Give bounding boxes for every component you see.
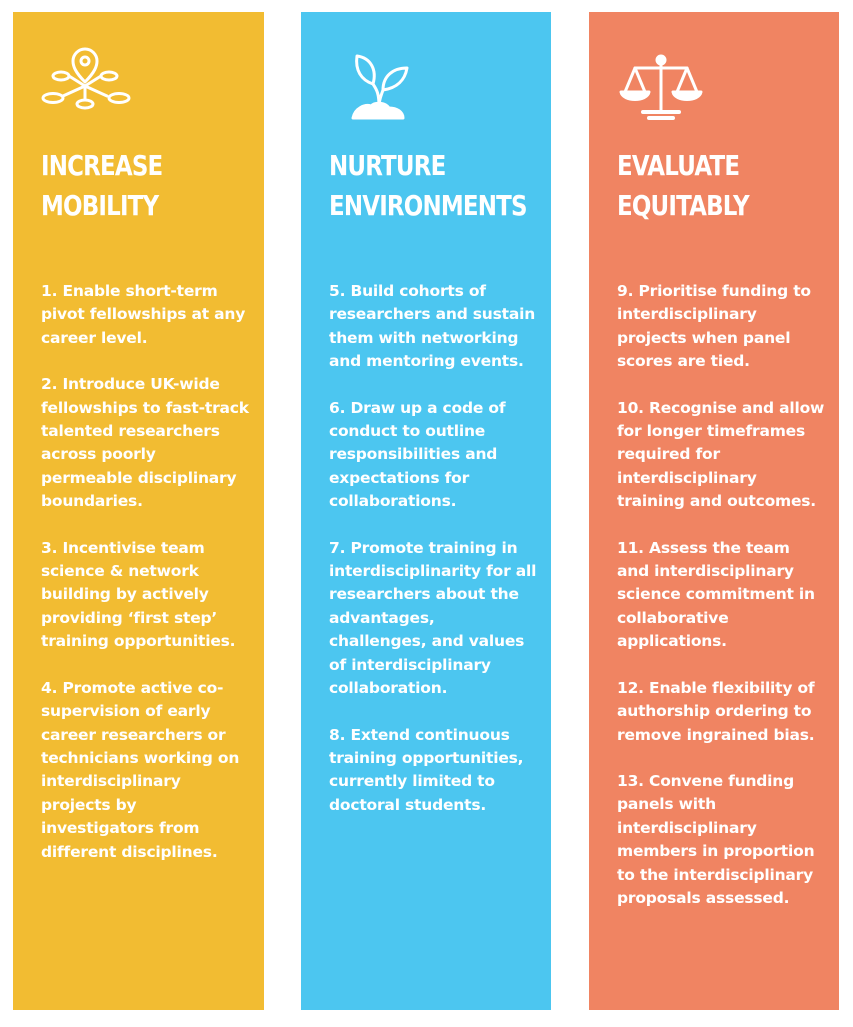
heading-line-2: ENVIRONMENTS [329,189,527,222]
recommendation-item: 12. Enable flexibility of authorship ordering to remove ingrained bias. [617,678,815,744]
column-heading [617,146,783,226]
recommendation-item: 9. Prioritise funding to interdisciplinary projects when panel scores are tied. [617,282,811,371]
column-heading [329,146,527,226]
recommendation-item: 13. Convene funding panels with interdisciplinary members in proportion to the interdisciplinary proposals assessed. [617,771,815,907]
heading-line-2: EQUITABLY [617,189,749,222]
recommendation-list [329,280,537,840]
recommendation-item: 1. Enable short-term pivot fellowships at any career level. [41,282,246,347]
recommendation-item: 5. Build cohorts of researchers and sustain them with networking and mentoring events. [329,282,536,371]
recommendation-item: 4. Promote active co-supervision of early career researchers or technicians working on interdisciplinary projects by investigators from different disciplines. [41,678,240,861]
heading-line-2: MOBILITY [41,189,159,222]
column-increase-mobility [13,12,264,1010]
balance-scale-icon [615,46,715,128]
column-nurture-environments [301,12,551,1010]
recommendation-list [617,280,825,933]
recommendation-item: 11. Assess the team and interdisciplinary science commitment in collaborative applications. [617,538,815,651]
recommendation-item: 8. Extend continuous training opportunities, currently limited to doctoral students. [329,725,524,814]
recommendation-item: 7. Promote training in interdisciplinarity for all researchers about the advantages, challenges, and values of interdisciplinary collaboration. [329,538,537,698]
recommendation-item: 6. Draw up a code of conduct to outline responsibilities and expectations for collaborations. [329,398,506,511]
heading-line-1: INCREASE [41,149,163,182]
location-pin-network-icon [39,46,139,128]
heading-line-1: NURTURE [329,149,446,182]
recommendation-list [41,280,250,887]
recommendation-item: 10. Recognise and allow for longer timeframes required for interdisciplinary training and outcomes. [617,398,825,511]
column-heading [41,146,207,226]
recommendation-item: 3. Incentivise team science & network building by actively providing ‘first step’ training opportunities. [41,538,236,651]
column-evaluate-equitably [589,12,839,1010]
heading-line-1: EVALUATE [617,149,740,182]
recommendation-item: 2. Introduce UK-wide fellowships to fast-track talented researchers across poorly permeable disciplinary boundaries. [41,375,249,511]
sprouting-plant-icon [327,46,427,128]
